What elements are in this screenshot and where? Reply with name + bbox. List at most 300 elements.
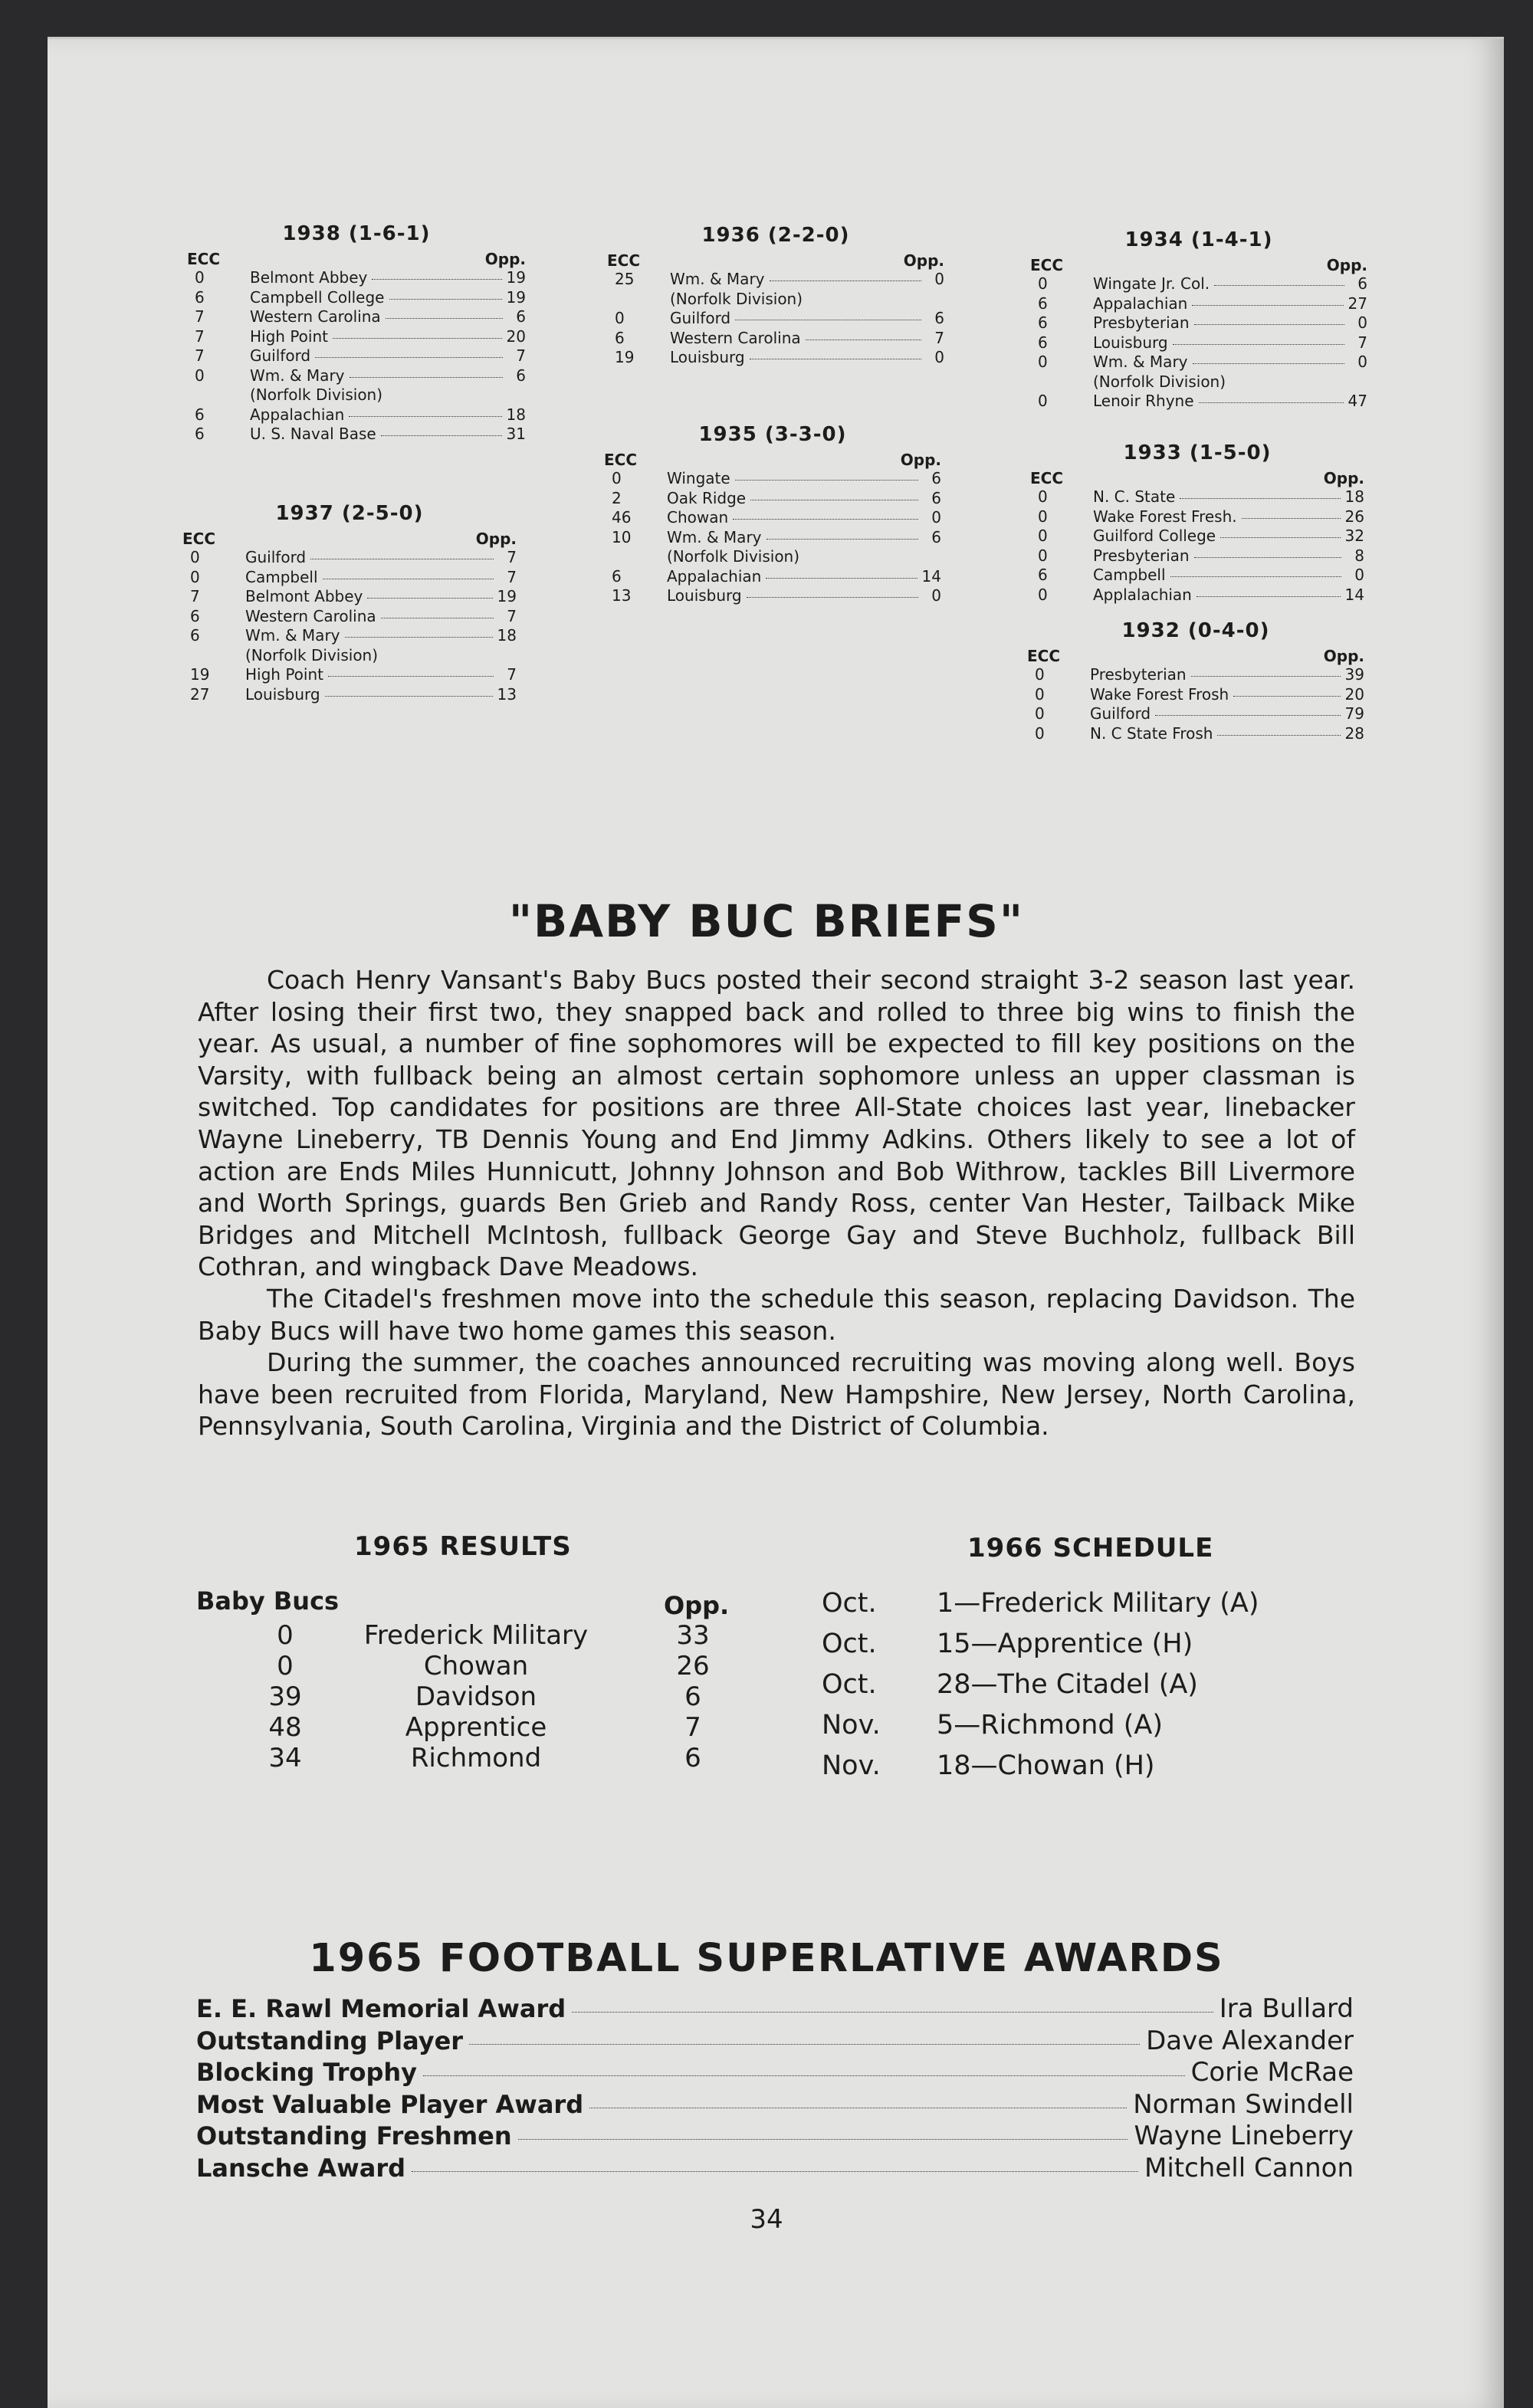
result-row <box>196 1681 733 1712</box>
game-row <box>187 307 526 327</box>
schedule-row <box>822 1588 1259 1622</box>
baby-buc-briefs-text <box>198 964 1355 1442</box>
game-row <box>182 685 517 705</box>
game-row <box>1030 353 1367 372</box>
opponent-name: Appalachian <box>1093 294 1188 313</box>
game-row <box>1030 274 1367 294</box>
opponent-name: Chowan <box>667 508 729 527</box>
opponent-name: (Norfolk Division) <box>245 645 379 664</box>
schedule-month: Oct. <box>822 1588 877 1619</box>
game-row <box>607 348 944 368</box>
game-row <box>604 489 941 509</box>
schedule-row <box>822 1710 1163 1744</box>
award-winner: Mitchell Cannon <box>1144 2152 1354 2183</box>
dot-leader <box>372 279 501 280</box>
opponent-name: Wake Forest Fresh. <box>1093 507 1237 526</box>
game-row <box>187 327 526 347</box>
award-winner: Corie McRae <box>1190 2057 1354 2088</box>
game-row <box>1030 586 1364 605</box>
season-1932-table <box>1027 619 1364 743</box>
game-row <box>1030 333 1367 353</box>
result-opponent: Chowan <box>423 1651 529 1681</box>
award-row <box>196 1993 1354 2026</box>
opponent-name: Louisburg <box>245 684 320 704</box>
dot-leader <box>1214 285 1344 286</box>
opponent-name: Guilford <box>250 346 311 365</box>
dot-leader <box>770 280 922 281</box>
opponent-name: Belmont Abbey <box>245 587 363 605</box>
ecc-score: 19 <box>615 348 635 366</box>
opponent-name: U. S. Naval Base <box>250 425 376 443</box>
dot-leader <box>1233 696 1340 697</box>
ecc-score: 6 <box>1038 294 1048 313</box>
ecc-score: 0 <box>190 548 200 566</box>
opponent-name: High Point <box>250 326 328 346</box>
opponent-score: 14 <box>921 566 941 586</box>
ecc-score: 25 <box>615 270 635 288</box>
opponent-score: 0 <box>1354 566 1364 584</box>
opponent-score: 18 <box>1344 487 1364 506</box>
opponent-name: N. C State Frosh <box>1090 723 1213 743</box>
game-row <box>187 288 526 308</box>
baby-bucs-score: 0 <box>277 1651 294 1681</box>
ecc-score: 7 <box>195 307 205 326</box>
schedule-row <box>822 1629 1193 1662</box>
opponent-name: Guilford College <box>1093 527 1216 545</box>
baby-bucs-score: 39 <box>268 1681 302 1712</box>
opponent-score: 18 <box>497 626 517 645</box>
ecc-score: 6 <box>1038 566 1048 584</box>
award-name: Lansche Award <box>196 2153 406 2183</box>
game-row <box>187 268 526 288</box>
opponent-name: Applalachian <box>1093 585 1192 604</box>
season-1933-table <box>1030 441 1364 605</box>
ecc-score: 6 <box>190 606 200 625</box>
award-winner: Dave Alexander <box>1146 2025 1354 2056</box>
result-opponent: Apprentice <box>405 1712 547 1743</box>
game-row <box>1030 392 1367 412</box>
dot-leader <box>1199 402 1344 403</box>
ecc-header: ECC <box>604 451 638 469</box>
opponent-name: Guilford <box>1090 704 1151 723</box>
award-row <box>196 2057 1354 2089</box>
result-row <box>196 1620 733 1651</box>
award-row <box>196 2089 1354 2121</box>
dot-leader <box>333 338 502 339</box>
opponent-score: 0 <box>931 508 941 527</box>
opponent-score: 47 <box>1348 392 1367 410</box>
award-row <box>196 2026 1354 2058</box>
dot-leader <box>345 637 493 638</box>
season-1933-title: 1933 (1-5-0) <box>1123 441 1272 464</box>
opponent-score: 6 <box>516 307 526 326</box>
award-name: Outstanding Player <box>196 2026 464 2055</box>
opponent-name: Oak Ridge <box>667 488 747 507</box>
game-row <box>1030 566 1364 586</box>
opponent-score: 7 <box>516 346 526 365</box>
opponent-name: Guilford <box>670 309 731 327</box>
game-row <box>604 586 941 606</box>
dot-leader <box>747 597 918 598</box>
opponent-name: (Norfolk Division) <box>1093 372 1226 391</box>
opponent-score: 39 <box>1344 665 1364 684</box>
schedule-entry: 1—Frederick Military (A) <box>937 1588 1259 1619</box>
dot-leader <box>766 539 919 540</box>
opponent-name: (Norfolk Division) <box>670 289 803 308</box>
ecc-score: 13 <box>612 586 632 605</box>
opp-header: Opp. <box>903 251 944 270</box>
dot-leader <box>735 480 918 481</box>
ecc-score: 0 <box>1038 353 1048 371</box>
ecc-score: 6 <box>195 425 205 443</box>
ecc-header: ECC <box>187 250 221 268</box>
opponent-name: Lenoir Rhyne <box>1093 392 1194 410</box>
dot-leader <box>1192 305 1343 306</box>
opponent-name: (Norfolk Division) <box>667 547 800 566</box>
game-row <box>1027 685 1364 705</box>
opponent-score: 26 <box>1344 507 1364 526</box>
season-1935-table <box>604 423 941 606</box>
game-row <box>182 568 517 588</box>
dot-leader <box>1197 596 1341 597</box>
ecc-score: 6 <box>612 566 622 586</box>
opponent-score: 7 <box>507 665 517 684</box>
opponent-score: 0 <box>934 348 944 366</box>
game-row <box>187 385 526 405</box>
game-row <box>182 587 517 607</box>
ecc-score: 0 <box>1038 546 1048 565</box>
schedule-month: Nov. <box>822 1750 881 1781</box>
opponent-name: Belmont Abbey <box>250 268 368 287</box>
opponent-score: 6 <box>684 1743 701 1773</box>
award-winner: Wayne Lineberry <box>1134 2121 1354 2151</box>
game-row <box>182 607 517 627</box>
opponent-score: 14 <box>1344 585 1364 604</box>
superlative-awards-title: 1965 FOOTBALL SUPERLATIVE AWARDS <box>309 1936 1224 1981</box>
opponent-score: 28 <box>1344 723 1364 743</box>
opponent-score: 0 <box>931 586 941 605</box>
game-row <box>1030 507 1364 527</box>
schedule-month: Nov. <box>822 1710 881 1740</box>
briefs-paragraph: Coach Henry Vansant's Baby Bucs posted their second straight 3-2 season last year. After losing their first two, they snapped back and rolled to three big wins to finish the year. As usual, a number of fine sophomores will be expected to fill key positions on the Varsity, with fullback being an almost certain sophomore unless an upper classman is switched. Top candidates for positions are three All-State choices last year, linebacker Wayne Lineberry, TB Dennis Young and End Jimmy Adkins. Others likely to see a lot of action are Ends Miles Hunnicutt, Johnny Johnson and Bob Withrow, tackles Bill Livermore and Worth Springs, guards Ben Grieb and Randy Ross, center Van Hester, Tailback Mike Bridges and Mitchell McIntosh, fullback George Gay and Steve Buchholz, fullback Bill Cothran, and wingback Dave Meadows. <box>198 965 1355 1282</box>
game-row <box>182 646 517 666</box>
award-row <box>196 2153 1354 2185</box>
opponent-score: 20 <box>506 326 526 346</box>
opponent-score: 32 <box>1344 527 1364 545</box>
opponent-name: Presbyterian <box>1093 546 1190 565</box>
ecc-score: 6 <box>195 287 205 307</box>
ecc-score: 0 <box>195 366 205 385</box>
opponent-name: Wingate Jr. Col. <box>1093 274 1210 293</box>
ecc-header: ECC <box>1030 256 1064 274</box>
opponent-score: 8 <box>1354 546 1364 565</box>
opponent-score: 33 <box>676 1620 710 1651</box>
game-row <box>604 547 941 567</box>
ecc-header: ECC <box>182 530 216 548</box>
dot-leader <box>350 377 504 378</box>
game-row <box>607 309 944 329</box>
ecc-score: 0 <box>1035 704 1045 723</box>
award-row <box>196 2121 1354 2153</box>
opponent-score: 79 <box>1344 704 1364 723</box>
opponent-score: 7 <box>934 328 944 347</box>
schedule-row <box>822 1669 1198 1703</box>
game-row <box>187 366 526 386</box>
ecc-score: 0 <box>1038 487 1048 506</box>
opponent-name: Wm. & Mary <box>670 270 765 288</box>
game-row <box>182 548 517 568</box>
ecc-score: 0 <box>1038 274 1048 293</box>
opponent-name: N. C. State <box>1093 487 1176 506</box>
award-winner: Ira Bullard <box>1219 1993 1354 2024</box>
season-1937-table <box>182 502 517 704</box>
game-row <box>604 528 941 548</box>
dot-leader <box>389 299 502 300</box>
opponent-name: Presbyterian <box>1090 665 1187 684</box>
opponent-name: Louisburg <box>670 348 745 366</box>
game-row <box>1030 313 1367 333</box>
ecc-score: 7 <box>195 326 205 346</box>
award-winner: Norman Swindell <box>1133 2088 1354 2120</box>
opponent-score: 18 <box>506 405 526 424</box>
opponent-name: Wm. & Mary <box>250 366 345 385</box>
opponent-score: 0 <box>934 270 944 288</box>
baby-bucs-score: 0 <box>277 1620 294 1651</box>
ecc-score: 0 <box>1038 585 1048 604</box>
opp-header: Opp. <box>484 250 526 268</box>
opponent-name: Western Carolina <box>250 307 381 326</box>
dot-leader <box>349 416 501 417</box>
opponent-score: 7 <box>507 567 517 586</box>
game-row <box>182 665 517 685</box>
opponent-name: Appalachian <box>667 566 762 586</box>
opponent-name: Campbell <box>245 567 318 586</box>
opp-header: Opp. <box>1323 469 1364 487</box>
ecc-score: 6 <box>190 626 200 645</box>
ecc-score: 0 <box>1038 507 1048 526</box>
opponent-name: Louisburg <box>1093 333 1168 352</box>
dot-leader <box>572 2012 1213 2013</box>
dot-leader <box>1180 498 1340 499</box>
opponent-name: (Norfolk Division) <box>250 385 383 404</box>
opponent-score: 26 <box>676 1651 710 1681</box>
schedule-entry: 28—The Citadel (A) <box>937 1669 1198 1700</box>
dot-leader <box>1193 363 1345 364</box>
dot-leader <box>381 435 502 436</box>
opponent-name: High Point <box>245 665 323 684</box>
dot-leader <box>1194 324 1344 325</box>
opponent-name: Wm. & Mary <box>245 626 340 645</box>
dot-leader <box>1194 557 1341 558</box>
season-1938-title: 1938 (1-6-1) <box>282 222 431 245</box>
opponent-score: 7 <box>684 1712 701 1743</box>
ecc-score: 6 <box>1038 313 1048 332</box>
opponent-name: Louisburg <box>667 586 742 605</box>
ecc-score: 6 <box>615 328 625 347</box>
baby-bucs-header: Baby Bucs <box>196 1586 340 1616</box>
opp-header: Opp. <box>1323 647 1364 665</box>
opponent-name: Guilford <box>245 548 307 566</box>
dot-leader <box>367 598 492 599</box>
ecc-score: 0 <box>195 268 205 287</box>
opponent-score: 0 <box>1357 313 1367 332</box>
ecc-score: 0 <box>1035 665 1045 684</box>
opponent-score: 6 <box>684 1681 701 1712</box>
opponent-score: 19 <box>506 268 526 287</box>
opponent-score: 20 <box>1344 684 1364 704</box>
game-row <box>604 469 941 489</box>
opponent-name: Campbell <box>1093 566 1166 584</box>
dot-leader <box>469 2044 1140 2045</box>
opponent-score: 7 <box>1357 333 1367 352</box>
opponent-name: Wingate <box>667 469 730 487</box>
dot-leader <box>325 696 493 697</box>
game-row <box>182 626 517 646</box>
season-1937-title: 1937 (2-5-0) <box>275 502 424 525</box>
baby-bucs-score: 34 <box>268 1743 302 1773</box>
opponent-score: 6 <box>516 366 526 385</box>
schedule-entry: 15—Apprentice (H) <box>937 1629 1193 1659</box>
dot-leader <box>1173 344 1344 345</box>
ecc-score: 7 <box>190 587 200 605</box>
dot-leader <box>733 519 918 520</box>
opponent-score: 7 <box>507 606 517 625</box>
results-1965-title: 1965 RESULTS <box>354 1531 572 1562</box>
game-row <box>1030 294 1367 314</box>
game-row <box>1030 372 1367 392</box>
schedule-row <box>822 1750 1155 1784</box>
opponent-score: 7 <box>507 548 517 566</box>
schedule-month: Oct. <box>822 1669 877 1700</box>
game-row <box>1030 527 1364 546</box>
game-row <box>607 329 944 349</box>
opponent-score: 6 <box>1357 274 1367 293</box>
opponent-name: Presbyterian <box>1093 313 1190 332</box>
opponent-name: Wm. & Mary <box>667 527 762 546</box>
game-row <box>187 405 526 425</box>
opponent-score: 6 <box>931 469 941 487</box>
game-row <box>1030 487 1364 507</box>
result-opponent: Richmond <box>410 1743 542 1773</box>
game-row <box>607 270 944 290</box>
schedule-entry: 18—Chowan (H) <box>937 1750 1155 1781</box>
opponent-score: 19 <box>506 287 526 307</box>
ecc-score: 46 <box>612 508 632 527</box>
season-1938-table <box>187 222 526 445</box>
dot-leader <box>328 676 494 677</box>
game-row <box>604 508 941 528</box>
dot-leader <box>1220 537 1340 538</box>
game-row <box>1030 546 1364 566</box>
ecc-score: 2 <box>612 488 622 507</box>
award-name: Most Valuable Player Award <box>196 2089 584 2119</box>
page-number: 34 <box>750 2204 783 2235</box>
dot-leader <box>1170 576 1341 577</box>
ecc-header: ECC <box>1030 469 1064 487</box>
opponent-name: Appalachian <box>250 405 345 424</box>
ecc-header: ECC <box>607 251 641 270</box>
season-1934-table <box>1030 228 1367 412</box>
ecc-score: 0 <box>612 469 622 487</box>
opponent-name: Western Carolina <box>245 606 376 625</box>
game-row <box>1027 704 1364 724</box>
dot-leader <box>1242 518 1341 519</box>
opponent-score: 6 <box>934 309 944 327</box>
opponent-score: 6 <box>931 488 941 507</box>
game-row <box>1027 665 1364 685</box>
opponent-name: Western Carolina <box>670 328 801 347</box>
ecc-score: 0 <box>615 309 625 327</box>
dot-leader <box>412 2171 1138 2172</box>
award-name: Outstanding Freshmen <box>196 2121 512 2150</box>
briefs-paragraph: The Citadel's freshmen move into the schedule this season, replacing Davidson. The Baby Bucs will have two home games this season. <box>198 1283 1355 1346</box>
opponent-name: Campbell College <box>250 287 385 307</box>
ecc-score: 27 <box>190 684 210 704</box>
award-name: Blocking Trophy <box>196 2058 418 2087</box>
ecc-score: 19 <box>190 665 210 684</box>
ecc-score: 0 <box>1035 684 1045 704</box>
result-row <box>196 1743 733 1773</box>
result-opponent: Frederick Military <box>363 1620 589 1651</box>
ecc-score: 0 <box>1038 392 1048 410</box>
briefs-paragraph: During the summer, the coaches announced recruiting was moving along well. Boys have been recruited from Florida, Maryland, New Hampshire, New Jersey, North Carolina, Pennsylvania, South Carolina, Virginia and the District of Columbia. <box>198 1347 1355 1442</box>
baby-buc-briefs-title: "BABY BUC BRIEFS" <box>508 895 1025 947</box>
result-row <box>196 1712 733 1743</box>
ecc-score: 0 <box>1038 527 1048 545</box>
ecc-score: 6 <box>1038 333 1048 352</box>
award-name: E. E. Rawl Memorial Award <box>196 1994 566 2023</box>
opp-header: Opp. <box>900 451 941 469</box>
dot-leader <box>386 318 503 319</box>
opp-header: Opp. <box>1326 256 1367 274</box>
opponent-name: Wm. & Mary <box>1093 353 1188 371</box>
opponent-score: 6 <box>931 527 941 546</box>
opponent-score: 27 <box>1348 294 1367 313</box>
ecc-header: ECC <box>1027 647 1061 665</box>
schedule-month: Oct. <box>822 1629 877 1659</box>
dot-leader <box>766 578 917 579</box>
game-row <box>607 290 944 310</box>
results-opp-header: Opp. <box>664 1591 730 1620</box>
schedule-1966-title: 1966 SCHEDULE <box>967 1533 1214 1563</box>
ecc-score: 6 <box>195 405 205 424</box>
opponent-score: 31 <box>506 425 526 443</box>
dot-leader <box>423 2075 1185 2076</box>
opp-header: Opp. <box>475 530 517 548</box>
opponent-score: 19 <box>497 587 517 605</box>
opponent-score: 13 <box>497 684 517 704</box>
season-1936-table <box>607 224 944 368</box>
ecc-score: 10 <box>612 527 632 546</box>
ecc-score: 0 <box>1035 723 1045 743</box>
dot-leader <box>315 357 503 358</box>
game-row <box>604 567 941 587</box>
baby-bucs-score: 48 <box>268 1712 302 1743</box>
season-1935-title: 1935 (3-3-0) <box>698 423 847 446</box>
game-row <box>187 346 526 366</box>
dot-leader <box>1191 676 1341 677</box>
schedule-entry: 5—Richmond (A) <box>937 1710 1164 1740</box>
result-opponent: Davidson <box>415 1681 537 1712</box>
result-row <box>196 1651 733 1681</box>
season-1936-title: 1936 (2-2-0) <box>701 224 850 247</box>
dot-leader <box>1217 735 1340 736</box>
ecc-score: 7 <box>195 346 205 365</box>
opponent-score: 0 <box>1357 353 1367 371</box>
ecc-score: 0 <box>190 567 200 586</box>
season-1932-title: 1932 (0-4-0) <box>1121 619 1270 642</box>
dot-leader <box>1155 715 1340 716</box>
